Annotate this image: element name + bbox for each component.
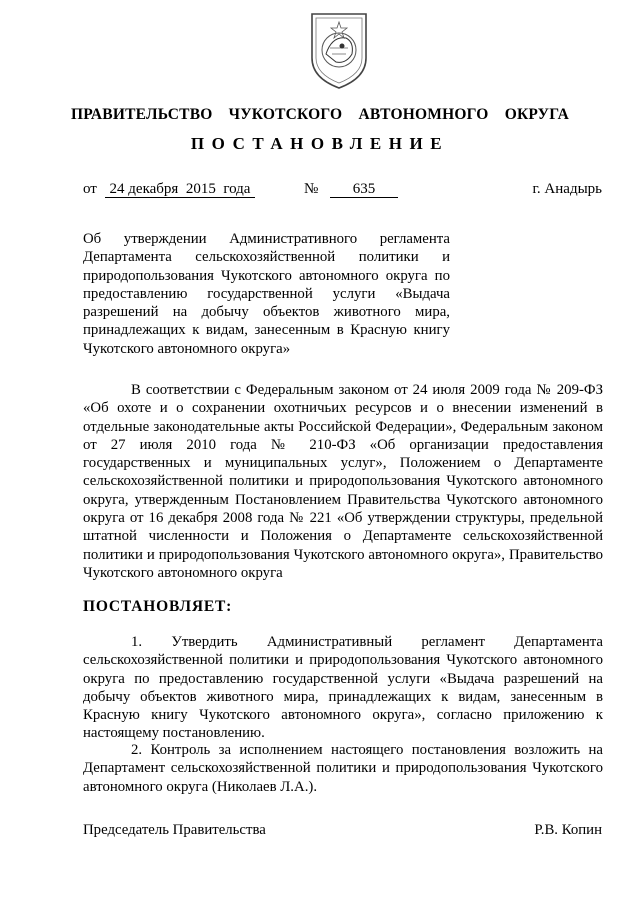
resolves-heading: ПОСТАНОВЛЯЕТ: bbox=[83, 598, 233, 615]
decree-item-1 bbox=[83, 633, 603, 743]
preamble-paragraph: В соответствии с Федеральным законом от 24 июля 2009 года № 209-ФЗ «Об охоте и о сохранении охотничьих ресурсов и о внесении изменений в отдельные законодательные акты Российской Федерации», Федеральным законом от 27 июля 2010 года № 210-ФЗ «Об организации предоставления государственных и муниципальных услуг», Положением о Департаменте сельскохозяйственной политики и природопользования Чукотского автономного округа, утвержденным Постановлением Правительства Чукотского автономного округа от 16 декабря 2008 года № 221 «Об утверждении структуры, предельной штатной численности и Положения о Департаменте сельскохозяйственной политики и природопользования Чукотского автономного округа», Правительство Чукотского автономного округа bbox=[83, 382, 603, 581]
decree-subject: Об утверждении Административного регламента Департамента сельскохозяйственной политики и природопользования Чукотского автономного округа по предоставлению государственной услуги «Выдача разрешений на добычу объектов животного мира, принадлежащих к видам, занесенным в Красную книгу Чукотского автономного округа» bbox=[83, 231, 450, 357]
signatory-name: Р.В. Копин bbox=[534, 822, 602, 838]
date-prefix: от bbox=[83, 181, 97, 197]
government-name-heading: ПРАВИТЕЛЬСТВО ЧУКОТСКОГО АВТОНОМНОГО ОКРУГА bbox=[70, 106, 570, 123]
decree-type-heading: ПОСТАНОВЛЕНИЕ bbox=[190, 134, 450, 153]
decree-date: 24 декабря 2015 года bbox=[105, 181, 255, 198]
number-sign: № bbox=[304, 181, 319, 197]
decree-item-1-text: 1. Утвердить Административный регламент Департамента сельскохозяйственной политики и природопользования Чукотского автономного округа по предоставлению государственной услуги «Выдача разрешений на добычу объектов животного мира, принадлежащих к видам, занесенным в Красную книгу Чукотского автономного округа», согласно приложению к настоящему постановлению. bbox=[83, 634, 603, 742]
city-name: г. Анадырь bbox=[532, 181, 602, 197]
decree-item-2-text: 2. Контроль за исполнением настоящего постановления возложить на Департамент сельскохозяйственной политики и природопользования Чукотского автономного округа (Николаев Л.А.). bbox=[83, 742, 603, 795]
decree-number: 635 bbox=[330, 181, 398, 198]
decree-item-2 bbox=[83, 741, 603, 796]
signatory-title: Председатель Правительства bbox=[83, 822, 266, 838]
coat-of-arms-emblem bbox=[302, 8, 376, 92]
